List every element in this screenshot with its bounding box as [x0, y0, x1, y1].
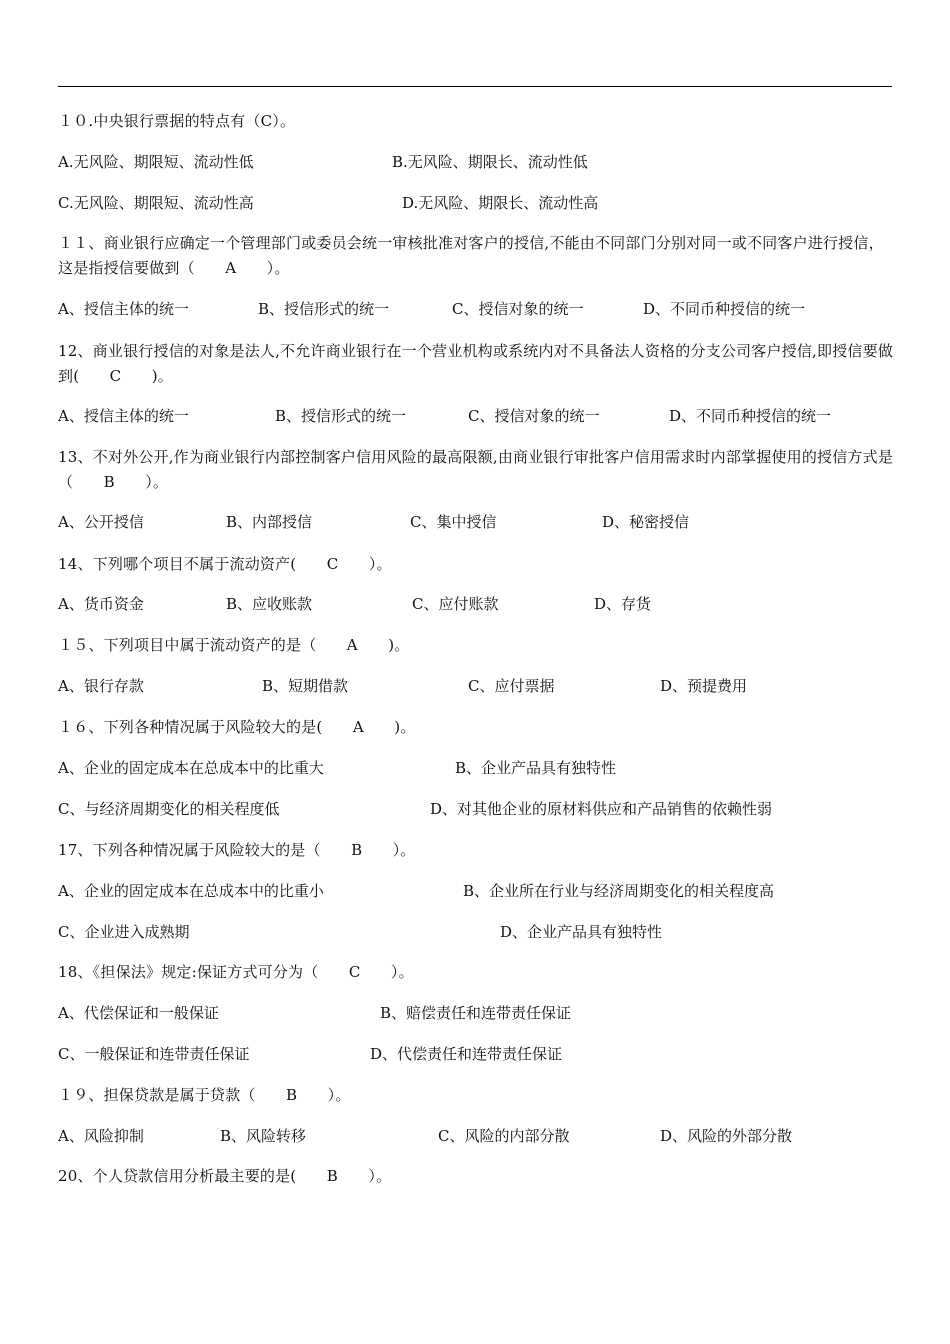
question-20: 20、个人贷款信用分析最主要的是( B ）。: [58, 1167, 392, 1185]
q10-option-a: A.无风险、期限短、流动性低: [58, 153, 254, 171]
q17-option-c: C、企业进入成熟期: [58, 923, 190, 941]
q15-option-b: B、短期借款: [262, 677, 349, 695]
q11-option-d: D、不同币种授信的统一: [643, 300, 806, 318]
q11-option-a: A、授信主体的统一: [58, 300, 189, 318]
question-14: 14、下列哪个项目不属于流动资产( C ）。: [58, 555, 392, 573]
q16-option-d: D、对其他企业的原材料供应和产品销售的依赖性弱: [430, 800, 773, 818]
q16-option-b: B、企业产品具有独特性: [455, 759, 617, 777]
question-18: 18、《担保法》规定:保证方式可分为（ C ）。: [58, 963, 414, 981]
q12-option-a: A、授信主体的统一: [58, 407, 189, 425]
question-15: １５、下列项目中属于流动资产的是（ A )。: [58, 636, 410, 654]
q14-option-d: D、存货: [594, 595, 652, 613]
question-10: １０.中央银行票据的特点有（C）。: [58, 112, 296, 130]
q19-option-a: A、风险抑制: [58, 1127, 144, 1145]
q14-option-b: B、应收账款: [226, 595, 313, 613]
q10-option-d: D.无风险、期限长、流动性高: [402, 194, 599, 212]
q13-option-b: B、内部授信: [226, 513, 313, 531]
q18-option-c: C、一般保证和连带责任保证: [58, 1045, 250, 1063]
q16-option-a: A、企业的固定成本在总成本中的比重大: [58, 759, 324, 777]
q15-option-d: D、预提费用: [660, 677, 748, 695]
question-17: 17、下列各种情况属于风险较大的是（ B ）。: [58, 841, 416, 859]
q19-option-c: C、风险的内部分散: [438, 1127, 570, 1145]
q12-option-b: B、授信形式的统一: [275, 407, 407, 425]
question-16: １６、下列各种情况属于风险较大的是( A )。: [58, 718, 416, 736]
q10-option-c: C.无风险、期限短、流动性高: [58, 194, 254, 212]
q19-option-b: B、风险转移: [220, 1127, 307, 1145]
q11-option-c: C、授信对象的统一: [452, 300, 584, 318]
q13-option-a: A、公开授信: [58, 513, 144, 531]
q18-option-a: A、代偿保证和一般保证: [58, 1004, 219, 1022]
header-rule: [58, 86, 892, 87]
q15-option-a: A、银行存款: [58, 677, 144, 695]
q17-option-b: B、企业所在行业与经济周期变化的相关程度高: [463, 882, 775, 900]
q12-option-d: D、不同币种授信的统一: [669, 407, 832, 425]
q17-option-a: A、企业的固定成本在总成本中的比重小: [58, 882, 324, 900]
q15-option-c: C、应付票据: [468, 677, 555, 695]
q18-option-b: B、赔偿责任和连带责任保证: [380, 1004, 572, 1022]
q18-option-d: D、代偿责任和连带责任保证: [370, 1045, 563, 1063]
q14-option-c: C、应付账款: [412, 595, 499, 613]
q19-option-d: D、风险的外部分散: [660, 1127, 793, 1145]
question-13: 13、不对外公开,作为商业银行内部控制客户信用风险的最高限额,由商业银行审批客户信用需求时内部掌握使用的授信方式是（ B ）。: [58, 448, 894, 491]
question-19: １９、担保贷款是属于贷款（ B ）。: [58, 1086, 351, 1104]
q13-option-c: C、集中授信: [410, 513, 497, 531]
question-12: 12、商业银行授信的对象是法人,不允许商业银行在一个营业机构或系统内对不具备法人资格的分支公司客户授信,即授信要做到( C )。: [58, 342, 894, 385]
q11-option-b: B、授信形式的统一: [258, 300, 390, 318]
question-11: １１、商业银行应确定一个管理部门或委员会统一审核批准对客户的授信,不能由不同部门分别对同一或不同客户进行授信，这是指授信要做到（ A ）。: [58, 234, 884, 277]
q17-option-d: D、企业产品具有独特性: [500, 923, 663, 941]
q10-option-b: B.无风险、期限长、流动性低: [392, 153, 588, 171]
q16-option-c: C、与经济周期变化的相关程度低: [58, 800, 280, 818]
q13-option-d: D、秘密授信: [602, 513, 690, 531]
q12-option-c: C、授信对象的统一: [468, 407, 600, 425]
q14-option-a: A、货币资金: [58, 595, 144, 613]
